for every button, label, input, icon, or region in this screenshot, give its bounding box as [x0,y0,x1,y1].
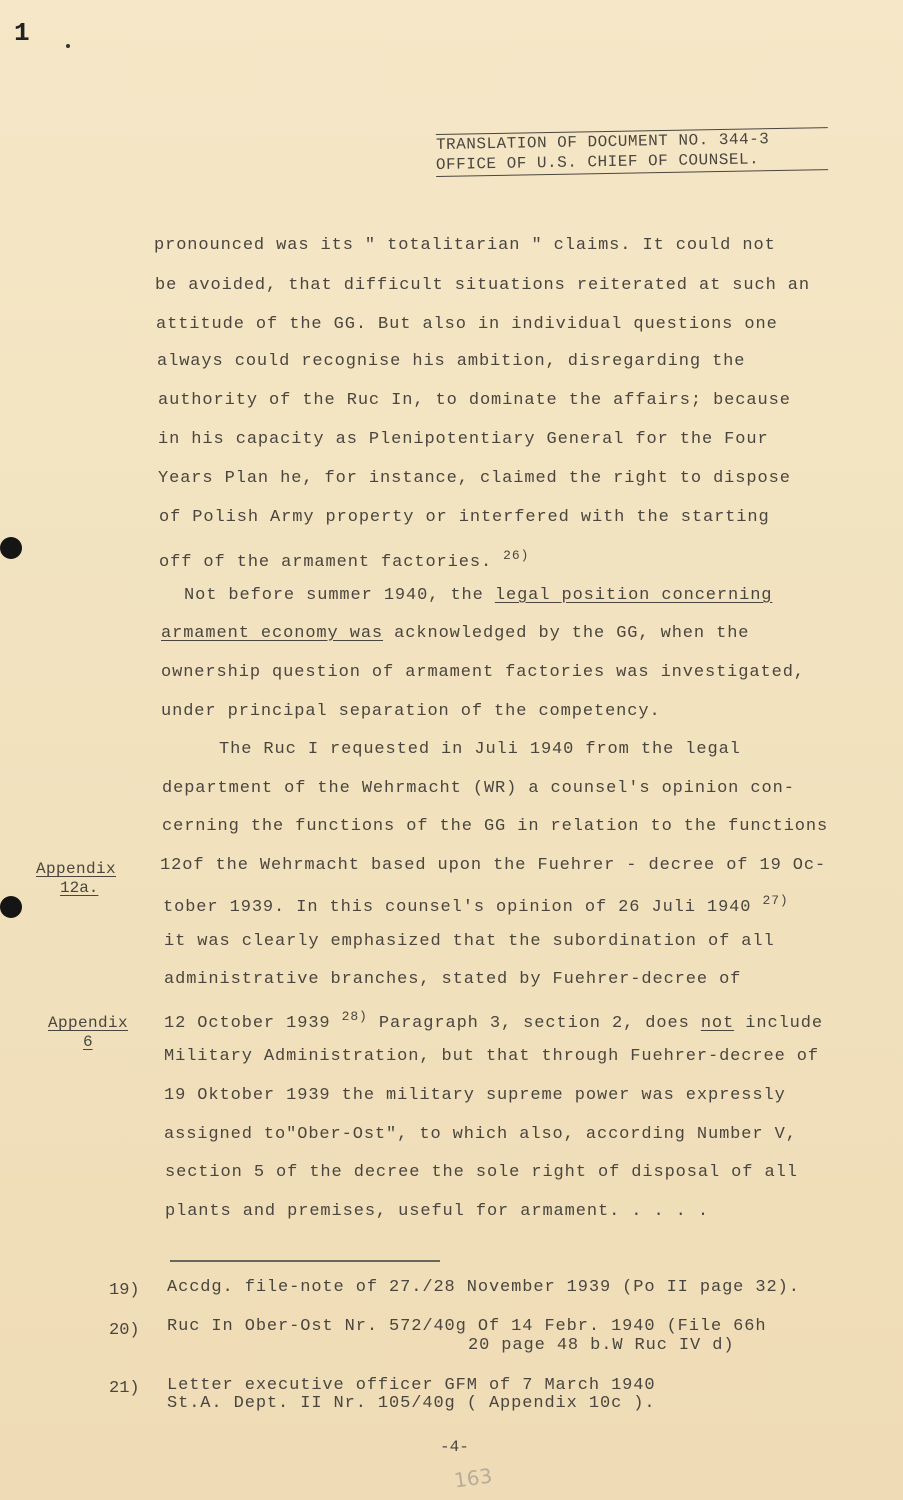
para3-line: section 5 of the decree the sole right of disposal of all [165,1163,798,1182]
header-translation-line: TRANSLATION OF DOCUMENT NO. 344-3 [436,127,828,154]
punch-hole [0,537,22,559]
body-text: tober 1939. In this counsel's opinion of 26 Juli 1940 [163,898,752,917]
para3-line-with-ref [164,1009,823,1033]
body-text: acknowledged by the GG, when the [394,624,750,643]
footnote-ref-27: 27) [762,893,789,908]
para3-line: it was clearly emphasized that the subordination of all [164,932,775,951]
para3-line: administrative branches, stated by Fuehrer-decree of [164,970,742,989]
margin-appendix-6-number: 6 [83,1033,93,1051]
footnote-text: Ruc In Ober-Ost Nr. 572/40g Of 14 Febr. 1940 (File 66h [167,1317,767,1336]
body-text: off of the armament factories. [159,553,493,572]
para3-line: Military Administration, but that through Fuehrer-decree of [164,1047,819,1066]
footnote-ref-26: 26) [503,548,530,563]
ink-dot [66,44,70,48]
footnote-text: 20 page 48 b.W Ruc IV d) [468,1336,735,1355]
body-line: attitude of the GG. But also in individual questions one [156,315,778,334]
para3-line: assigned to"Ober-Ost", to which also, according Number V, [164,1125,797,1144]
para3-line: plants and premises, useful for armament. . . . . [165,1202,709,1221]
underlined-text: legal position concerning [494,586,773,605]
body-line: Years Plan he, for instance, claimed the right to dispose [158,469,791,488]
footnote-text: St.A. Dept. II Nr. 105/40g ( Appendix 10c ). [167,1394,656,1413]
body-text: include [745,1014,823,1033]
body-line: always could recognise his ambition, disregarding the [157,352,746,371]
para3-line: The Ruc I requested in Juli 1940 from the legal [219,740,741,759]
punch-hole [0,896,22,918]
margin-appendix-12a-label: Appendix [36,860,117,878]
para2-line [184,586,772,605]
para2-line: under principal separation of the competency. [161,702,661,721]
para3-line: department of the Wehrmacht (WR) a counsel's opinion con- [162,779,795,798]
para3-line: cerning the functions of the GG in relation to the functions [162,817,829,836]
margin-appendix-6-label: Appendix [48,1014,129,1032]
margin-inline-ref: 12 [160,856,183,875]
body-line: authority of the Ruc In, to dominate the affairs; because [158,391,791,410]
para3-line [160,856,826,875]
underlined-text: not [700,1014,735,1033]
header-office-line: OFFICE OF U.S. CHIEF OF COUNSEL. [436,149,828,177]
body-text: of the Wehrmacht based upon the Fuehrer - decree of 19 Oc- [182,856,827,875]
footnote-number: 21) [109,1379,140,1398]
underlined-text: armament economy was [161,624,384,643]
footnote-ref-28: 28) [341,1009,368,1024]
footnote-text: Letter executive officer GFM of 7 March 1940 [167,1376,656,1395]
body-line: in his capacity as Plenipotentiary General for the Four [158,430,769,449]
page-number: -4- [440,1438,469,1456]
body-text: Paragraph 3, section 2, does [378,1014,690,1033]
para2-line: ownership question of armament factories was investigated, [161,663,805,682]
body-text: 12 October 1939 [164,1014,331,1033]
body-line: be avoided, that difficult situations reiterated at such an [155,276,810,295]
body-line: pronounced was its " totalitarian " claims. It could not [154,236,776,255]
body-line: of Polish Army property or interfered with the starting [159,508,770,527]
para3-line-with-ref [163,893,789,917]
para2-line [161,624,749,643]
pencil-annotation: 163 [452,1463,494,1493]
body-line-with-ref [159,548,529,572]
footnote-separator [170,1260,440,1262]
body-text: Not before summer 1940, the [184,586,484,605]
footnote-number: 19) [109,1281,140,1300]
footnote-text: Accdg. file-note of 27./28 November 1939 (Po II page 32). [167,1278,800,1297]
footnote-number: 20) [109,1321,140,1340]
margin-appendix-12a-number: 12a. [60,879,99,897]
corner-mark: 1 [14,18,30,48]
para3-line: 19 Oktober 1939 the military supreme power was expressly [164,1086,786,1105]
